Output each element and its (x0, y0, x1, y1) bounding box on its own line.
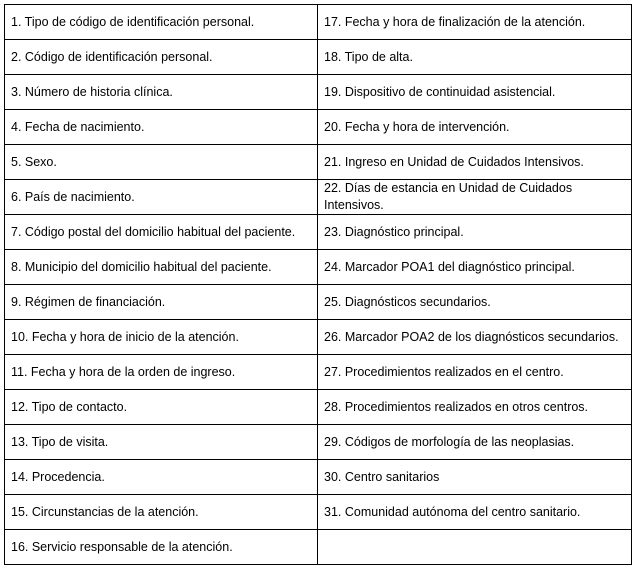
table-row (5, 320, 632, 355)
table-row (5, 285, 632, 320)
table-row (5, 250, 632, 285)
right-cell: 19. Dispositivo de continuidad asistencial. (318, 75, 632, 110)
table-row (5, 390, 632, 425)
left-cell: 13. Tipo de visita. (5, 425, 318, 460)
right-cell: 25. Diagnósticos secundarios. (318, 285, 632, 320)
right-cell: 31. Comunidad autónoma del centro sanitario. (318, 495, 632, 530)
right-cell: 29. Códigos de morfología de las neoplasias. (318, 425, 632, 460)
table-row (5, 110, 632, 145)
left-cell: 1. Tipo de código de identificación personal. (5, 5, 318, 40)
table-row (5, 530, 632, 565)
table-row (5, 75, 632, 110)
table-body (5, 5, 632, 565)
table-row (5, 495, 632, 530)
right-cell: 28. Procedimientos realizados en otros centros. (318, 390, 632, 425)
left-cell: 6. País de nacimiento. (5, 180, 318, 215)
right-cell: 22. Días de estancia en Unidad de Cuidados Intensivos. (318, 180, 632, 215)
table-row (5, 215, 632, 250)
right-cell: 26. Marcador POA2 de los diagnósticos secundarios. (318, 320, 632, 355)
right-cell: 30. Centro sanitarios (318, 460, 632, 495)
right-cell: 20. Fecha y hora de intervención. (318, 110, 632, 145)
left-cell: 9. Régimen de financiación. (5, 285, 318, 320)
data-fields-table (4, 4, 632, 565)
table-row (5, 460, 632, 495)
left-cell: 12. Tipo de contacto. (5, 390, 318, 425)
left-cell: 2. Código de identificación personal. (5, 40, 318, 75)
right-cell: 23. Diagnóstico principal. (318, 215, 632, 250)
table-row (5, 425, 632, 460)
left-cell: 5. Sexo. (5, 145, 318, 180)
right-cell: 27. Procedimientos realizados en el centro. (318, 355, 632, 390)
left-cell: 8. Municipio del domicilio habitual del paciente. (5, 250, 318, 285)
right-cell (318, 530, 632, 565)
table-row (5, 5, 632, 40)
left-cell: 11. Fecha y hora de la orden de ingreso. (5, 355, 318, 390)
left-cell: 4. Fecha de nacimiento. (5, 110, 318, 145)
table-row (5, 355, 632, 390)
table-row (5, 40, 632, 75)
table-row (5, 145, 632, 180)
left-cell: 10. Fecha y hora de inicio de la atención. (5, 320, 318, 355)
right-cell: 17. Fecha y hora de finalización de la atención. (318, 5, 632, 40)
right-cell: 21. Ingreso en Unidad de Cuidados Intensivos. (318, 145, 632, 180)
table-row (5, 180, 632, 215)
left-cell: 7. Código postal del domicilio habitual del paciente. (5, 215, 318, 250)
right-cell: 24. Marcador POA1 del diagnóstico principal. (318, 250, 632, 285)
left-cell: 3. Número de historia clínica. (5, 75, 318, 110)
right-cell: 18. Tipo de alta. (318, 40, 632, 75)
left-cell: 16. Servicio responsable de la atención. (5, 530, 318, 565)
left-cell: 15. Circunstancias de la atención. (5, 495, 318, 530)
left-cell: 14. Procedencia. (5, 460, 318, 495)
